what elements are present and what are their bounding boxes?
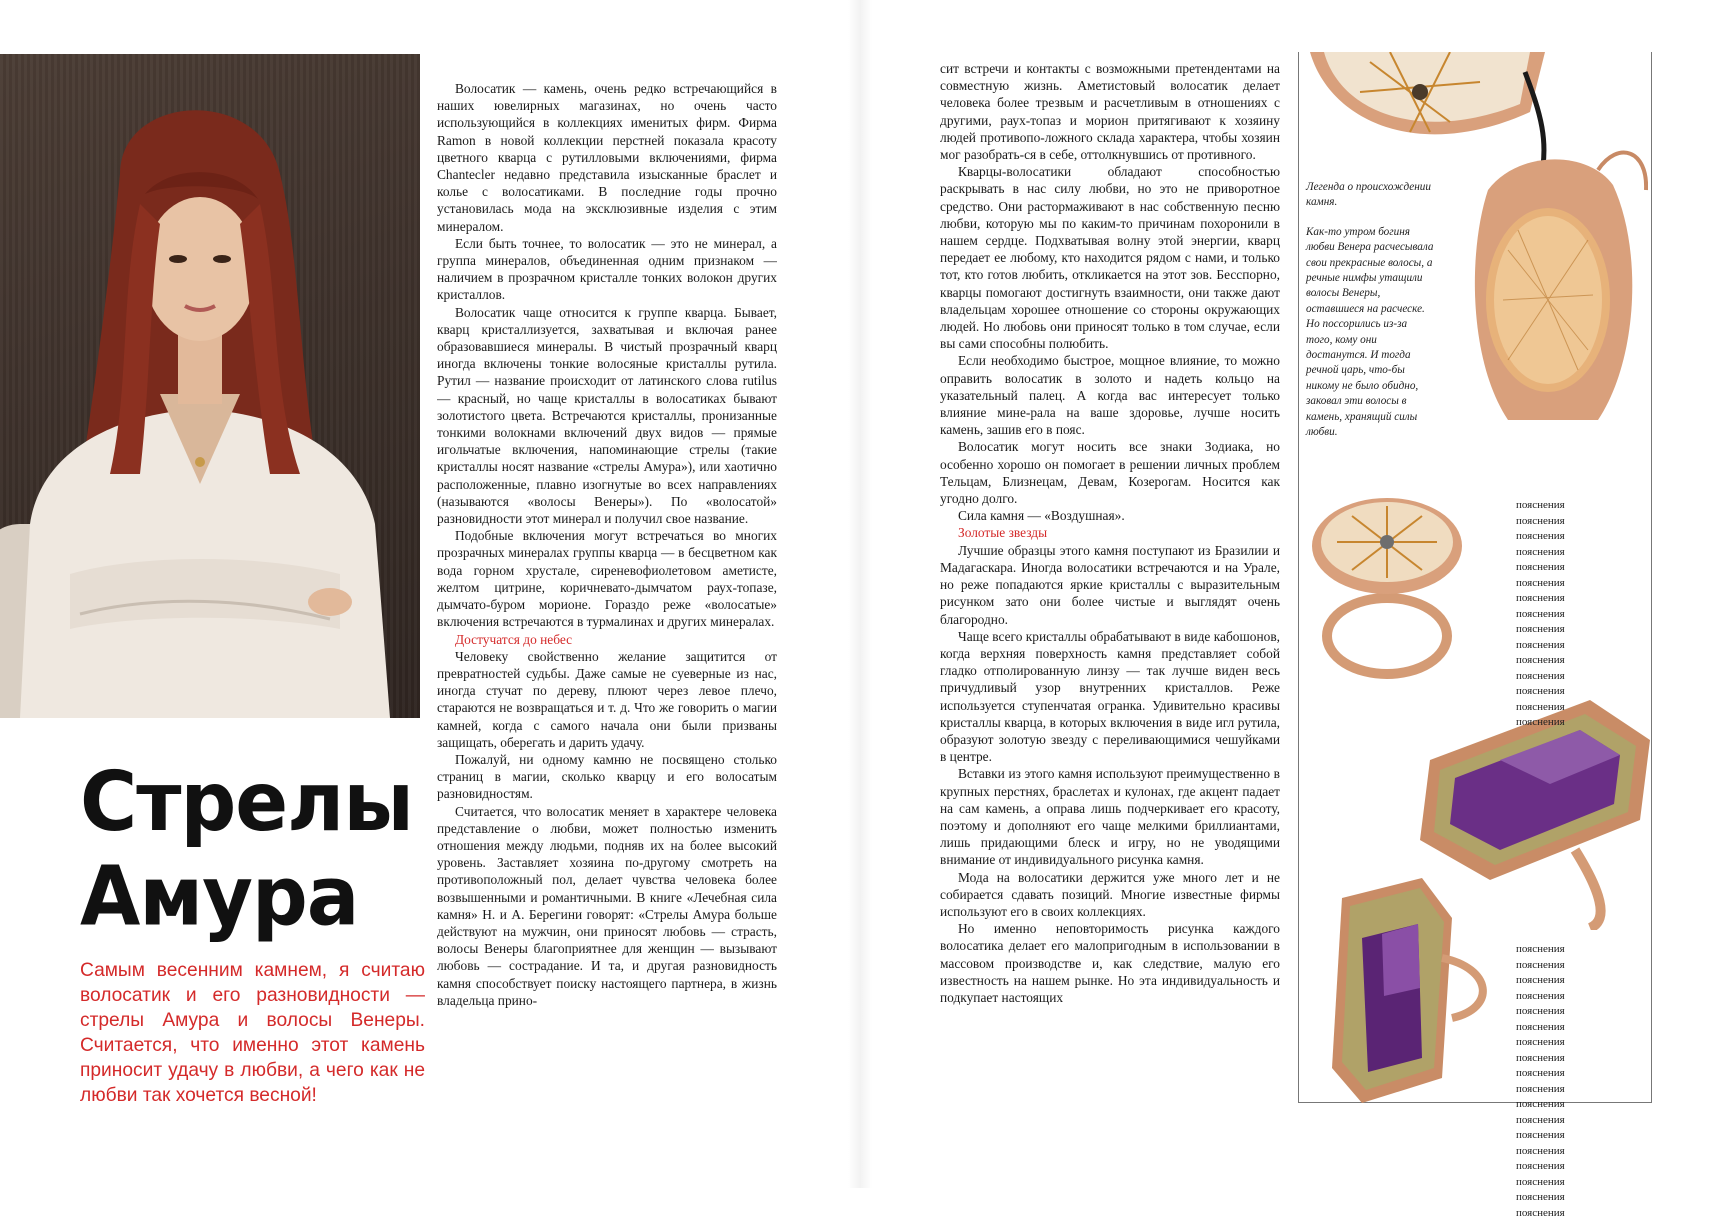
paragraph: Мода на волосатики держится уже много лет и не собирается сдавать позиций. Многие известные фирмы используют его в своих коллекциях. — [940, 869, 1280, 919]
photo-caption-2: пояснения пояснения пояснения пояснения пояснения пояснения пояснения пояснения пояснения пояснения пояснения пояснения пояснения пояснения пояснения пояснения пояснения пояснения — [1516, 943, 1565, 1219]
legend-title: Легенда о происхождении камня. — [1306, 181, 1431, 209]
paragraph: Волосатик могут носить все знаки Зодиака, но особенно хорошо он помогает в решении личных проблем Тельцам, Близнецам, Девам, Козерогам. Носится как угодно долго. — [940, 439, 1280, 507]
rutile-star-ring-photo — [1302, 486, 1472, 686]
paragraph: Если необходимо быстрое, мощное влияние, то можно оправить волосатик в золото и надеть кольцо на указательный палец. А когда вас интересует только влияние мине-рала на ваше здоровье, лучше носить камень, зашив его в пояс. — [940, 353, 1280, 438]
text-column-1 — [437, 80, 777, 1105]
rutile-quartz-ring-photo — [1448, 130, 1648, 450]
paragraph: Но именно неповторимость рисунка каждого волосатика делает его малопригодным в использовании в массовом производстве и, как следствие, малую его известность на нашем рынке. Но эта индивидуальность и подкупает настоящих — [940, 921, 1280, 1005]
paragraph: Волосатик — камень, очень редко встречающийся в наших ювелирных магазинах, но очень часто использующийся в коллекциях именитых фирм. Фирма Ramon в новой коллекции перстней показала красоту цветного кварца с рутилловыми включениями, фирма Chantecler недавно представила изысканные браслет и колье с волосатиками. В последние годы прочно установилась мода на эксклюзивные изделия с этим минералом. — [437, 81, 777, 234]
paragraph: Сила камня — «Воздушная». — [958, 508, 1125, 524]
amethyst-ring-photo-2 — [1322, 878, 1502, 1108]
section-heading: Золотые звезды — [958, 525, 1048, 541]
paragraph: Вставки из этого камня используют преимущественно в крупных перстнях, браслетах и кулонах, где акцент падает на сам камень, а оправа лишь подчеркивает его красоту, поэтому и дополняют его чаще мелкими бриллиантами, лишь придающими блеск и игру, но не уводящими внимание от индивидуального рисунка камня. — [940, 766, 1280, 868]
text-column-2 — [940, 60, 1280, 1105]
paragraph: Человеку свойственно желание защитится от превратностей судьбы. Даже самые не суеверные из нас, иногда стучат по дереву, плюют через левое плечо, стараются не возвращаться и т. д. Что же говорить о магии камней, когда с самого начала они были призваны защищать, оберегать и дарить удачу. — [437, 648, 777, 750]
paragraph: Чаще всего кристаллы обрабатывают в виде кабошонов, когда верхняя поверхность камня представляет собой гладко отполированную линзу — так лучше виден весь причудливый узор внутренних кристаллов. Реже используется ступенчатая огранка. Удивительно красивы кристаллы кварца, в которых включения в виде игл рутила, образуют золотую звезду с переливающимися чешуйками в центре. — [940, 628, 1280, 765]
section-heading: Достучатся до небес — [455, 631, 573, 647]
paragraph: Пожалуй, ни одному камню не посвящено столько страниц в магии, сколько кварцу и его волосатым разновидностям. — [437, 751, 777, 802]
paragraph: сит встречи и контакты с возможными претендентами на совместную жизнь. Аметистовый волосатик делает человека более трезвым и расчетливым в отношениях с другими, раух-топаз и морион притягивают к хозяину людей противопо-ложного склада характера, чтобы хозяин мог разобрать-ся в себе, оттолкнувшись от противного. — [940, 61, 1280, 163]
portrait-photo — [0, 54, 420, 718]
paragraph: Лучшие образцы этого камня поступают из Бразилии и Мадагаскара. Иногда волосатики встречаются и на Урале, но реже попадаются яркие кристаллы с выразительным рисунком зато они более чистые и выглядят очень благородно. — [940, 542, 1280, 627]
legend-sidebar — [1306, 180, 1434, 455]
page-gutter — [848, 0, 872, 1188]
photo-caption-1: пояснения пояснения пояснения пояснения пояснения пояснения пояснения пояснения пояснения пояснения пояснения пояснения пояснения пояснения пояснения — [1516, 499, 1565, 728]
legend-text: Как-то утром богиня любви Венера расчесывала свои прекрасные волосы, а речные нимфы утащили волосы Венеры, оставшиеся на расческе. Но поссорились из-за того, кому они достанутся. И тогда речной царь, что-бы никому не было обидно, заковал эти волосы в камень, хранящий силы любви. — [1306, 225, 1434, 439]
lead-paragraph: Самым весенним камнем, я считаю волосатик и его разновидности — стрелы Амура и волосы Венеры. Считается, что именно этот камень приносит удачу в любви, а чего как не любви так хочется весной! — [80, 960, 425, 1106]
paragraph: Если быть точнее, то волосатик — это не минерал, а группа минералов, объединенная одним признаком — наличием в прозрачном кристалле тонких волокон других кристаллов. — [437, 235, 777, 303]
paragraph: Кварцы-волосатики обладают способностью раскрывать в нас силу любви, но это не приворотное средство. Они растормаживают в нас собственную песню любви, которую мы по каким-то причинам похоронили в нашем сердце. Подхватывая волну этой энергии, кварц передает ее любому, кто находится рядом с нами, и только тот, кто готов любить, откликается на этот зов. Бесспорно, кварцы помогают достигнуть взаимности, они также дают владельцам хорошее отношение со стороны окружающих людей. Но любовь они приносят только в том случае, если вы сами способны полюбить. — [940, 164, 1280, 352]
paragraph: Волосатик чаще относится к группе кварца. Бывает, кварц кристаллизуется, захватывая и включая ранее образовавшиеся минералы. В чистый прозрачный кварц иногда включены тонкие волосяные кристаллы рутила. Рутил — название происходит от латинского слова rutilus — красный, но чаще кристаллы в волосатиках бывают золотистого цвета. Встречаются кристаллы, пронизанные тонкими волокнами включений двух видов — прямые игольчатые включения, напоминающие стрелы (такие кристаллы носят название «стрелы Амура»), или хаотично расположенные, плавно изогнутые во всех направлениях (называются «волосы Венеры»). По «волосатой» разновидности этот минерал и получил свое название. — [437, 304, 777, 527]
paragraph: Подобные включения могут встречаться во многих прозрачных минералах группы кварца — в бесцветном как вода горном хрустале, сиреневофиолетовом аметисте, желтом цитрине, коричневато-дымчатом раух-топазе, дымчато-буром морионе. Гораздо реже «волосатые» включения встречаются в турмалинах и других минералах. — [437, 528, 777, 630]
title-line-2: Амура — [80, 850, 359, 945]
title-line-1: Стрелы — [80, 755, 413, 850]
paragraph: Считается, что волосатик меняет в характере человека представление о любви, может полностью изменить отношения между людьми, подняв их на более высокий уровень. Заставляет хозяина по-другому смотреть на противоположный пол, делает чувства человека более возвышенными и романтичными. В книге «Лечебная сила камня» Н. и А. Берегини говорят: «Стрелы Амура больше действуют на мужчин, они приносят любовь — страсть, волосы Венеры благоприятнее для женщин — вызывают любовь — сострадание. И та, и другая разновидность камня способствует поиску настоящего партнера, в жизнь владельца прино- — [437, 803, 777, 1008]
article-title — [80, 756, 440, 945]
